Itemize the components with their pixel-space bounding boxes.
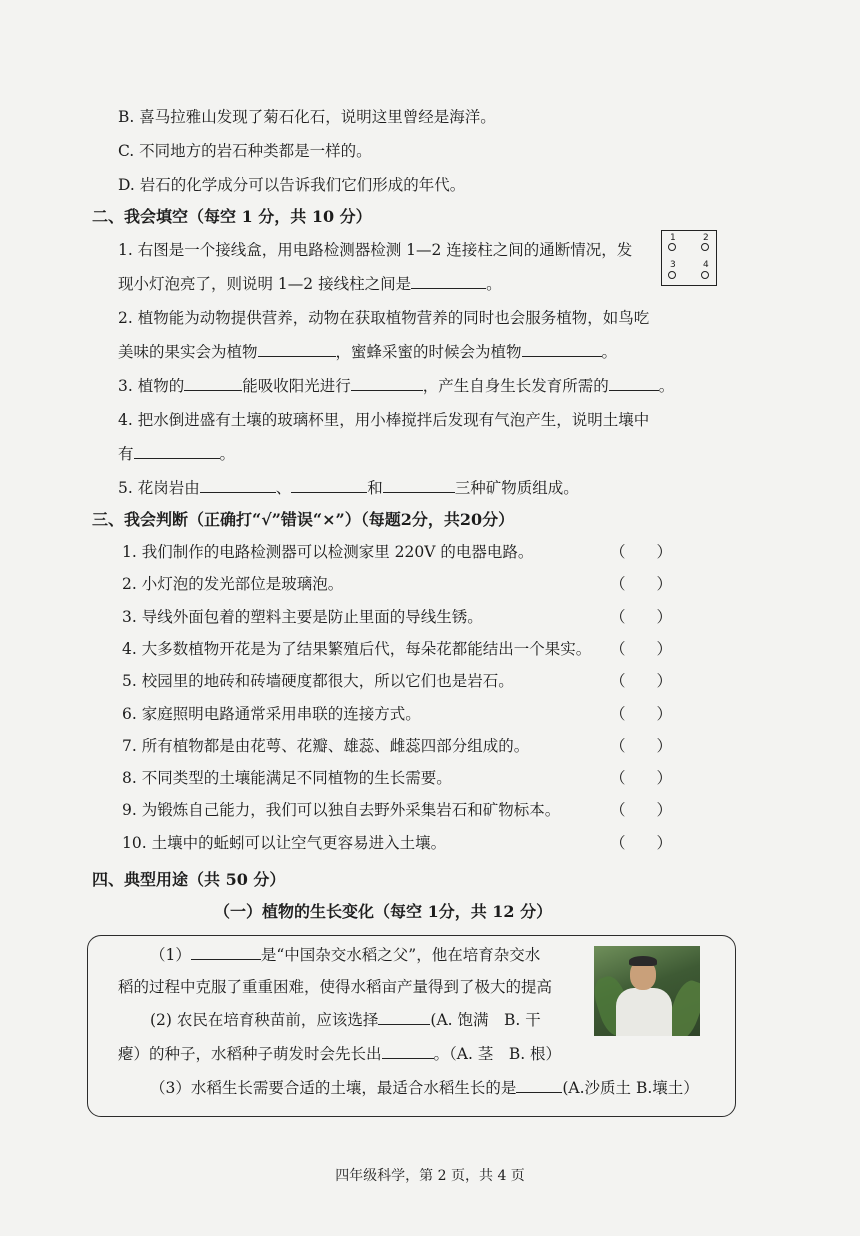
q1-end: 。 xyxy=(486,275,502,293)
q4-text: 有 xyxy=(118,445,134,463)
section4-title: 四、典型用途（共 50 分） xyxy=(92,870,286,889)
terminal-2-circle xyxy=(701,243,709,251)
q2-text2: ，蜜蜂采蜜的时候会为植物 xyxy=(335,343,522,361)
q2-line2 xyxy=(118,342,617,362)
section4-subtitle: （一）植物的生长变化（每空 1分，共 12 分） xyxy=(214,902,553,921)
p1-line2: 稻的过程中克服了重重困难，使得水稻亩产量得到了极大的提高 xyxy=(118,978,553,996)
q5-text1: 5. 花岗岩由 xyxy=(118,479,200,497)
p2-blank1[interactable] xyxy=(378,1010,430,1025)
portrait-photo xyxy=(594,946,700,1036)
judge-item-number: 8. xyxy=(122,769,137,788)
option-b: B. 喜马拉雅山发现了菊石化石，说明这里曾经是海洋。 xyxy=(118,108,496,126)
q1-line2 xyxy=(118,274,502,294)
p2-options: (A. 饱满 B. 干 xyxy=(430,1011,541,1029)
q3-blank3[interactable] xyxy=(609,376,659,391)
answer-parentheses[interactable]: （ ） xyxy=(610,575,673,594)
judge-item-text: 导线外面包着的塑料主要是防止里面的导线生锈。 xyxy=(141,607,483,626)
judge-item-number: 7. xyxy=(122,736,137,755)
judge-item xyxy=(122,542,533,562)
q3-text3: ，产生自身生长发育所需的 xyxy=(422,377,609,395)
judge-item-number: 9. xyxy=(122,801,137,820)
terminal-label-2: 2 xyxy=(703,233,709,243)
judge-item-number: 6. xyxy=(122,704,137,723)
q2-line1: 2. 植物能为动物提供营养，动物在获取植物营养的同时也会服务植物，如鸟吃 xyxy=(118,309,650,327)
p3-options: (A.沙质土 B.壤土） xyxy=(562,1079,699,1097)
judge-item xyxy=(122,607,483,627)
section3-title: 三、我会判断（正确打“√”错误“×”）（每题2分，共20分） xyxy=(92,510,515,529)
judge-item-number: 4. xyxy=(122,639,137,658)
p3-blank[interactable] xyxy=(516,1078,562,1093)
judge-item-number: 5. xyxy=(122,672,137,691)
judge-item-text: 所有植物都是由花萼、花瓣、雄蕊、雌蕊四部分组成的。 xyxy=(141,736,530,755)
judge-item-text: 不同类型的土壤能满足不同植物的生长需要。 xyxy=(141,769,452,788)
q5-blank2[interactable] xyxy=(291,478,367,493)
judge-item-text: 家庭照明电路通常采用串联的连接方式。 xyxy=(141,704,421,723)
judge-item-text: 为锻炼自己能力，我们可以独自去野外采集岩石和矿物标本。 xyxy=(141,801,561,820)
judge-item xyxy=(122,639,591,659)
judge-item-number: 3. xyxy=(122,607,137,626)
q1-line1: 1. 右图是一个接线盒，用电路检测器检测 1—2 连接柱之间的通断情况，发 xyxy=(118,241,633,259)
q1-blank[interactable] xyxy=(411,274,486,289)
q5-blank3[interactable] xyxy=(383,478,455,493)
p1-blank[interactable] xyxy=(191,945,261,960)
judge-item xyxy=(122,671,514,691)
page-footer: 四年级科学，第 2 页，共 4 页 xyxy=(335,1168,525,1184)
q2-blank1[interactable] xyxy=(258,342,336,357)
answer-parentheses[interactable]: （ ） xyxy=(610,736,673,755)
answer-parentheses[interactable]: （ ） xyxy=(610,769,673,788)
judge-item-text: 我们制作的电路检测器可以检测家里 220V 的电器电路。 xyxy=(141,543,534,561)
p2-line2 xyxy=(118,1044,561,1064)
q3-line xyxy=(118,376,674,396)
terminal-label-4: 4 xyxy=(703,260,709,270)
answer-parentheses[interactable]: （ ） xyxy=(610,543,673,561)
answer-parentheses[interactable]: （ ） xyxy=(610,607,673,626)
judge-item xyxy=(122,800,560,820)
q5-line xyxy=(118,478,579,498)
q4-end: 。 xyxy=(219,445,236,463)
q4-line2 xyxy=(118,444,235,464)
judge-item-number: 2. xyxy=(122,575,137,594)
terminal-3-circle xyxy=(668,271,676,279)
terminal-1-circle xyxy=(668,243,676,251)
terminal-4-circle xyxy=(701,271,709,279)
q2-end: 。 xyxy=(601,343,618,361)
q4-blank[interactable] xyxy=(134,444,220,459)
option-c: C. 不同地方的岩石种类都是一样的。 xyxy=(118,142,372,160)
p1-line1 xyxy=(150,945,540,965)
portrait-hair xyxy=(629,956,657,966)
q3-text1: 3. 植物的 xyxy=(118,377,185,395)
q5-blank1[interactable] xyxy=(200,478,276,493)
p2-text: (2) 农民在培育秧苗前，应该选择 xyxy=(150,1011,379,1029)
q3-blank2[interactable] xyxy=(351,376,423,391)
judge-item xyxy=(122,574,343,594)
judge-item xyxy=(122,704,421,724)
judge-item-number: 1. xyxy=(122,543,137,561)
answer-parentheses[interactable]: （ ） xyxy=(610,672,673,691)
judge-item-text: 校园里的地砖和砖墙硬度都很大，所以它们也是岩石。 xyxy=(141,672,514,691)
q2-text1: 美味的果实会为植物 xyxy=(118,343,258,361)
judge-item-number: 10. xyxy=(122,833,147,852)
q5-text3: 和 xyxy=(367,479,383,497)
q4-line1: 4. 把水倒进盛有土壤的玻璃杯里，用小棒搅拌后发现有气泡产生，说明土壤中 xyxy=(118,411,650,429)
p1-text: 是“中国杂交水稻之父”，他在培育杂交水 xyxy=(260,946,541,964)
wiring-box-figure xyxy=(661,230,717,286)
section2-title: 二、我会填空（每空 1 分，共 10 分） xyxy=(92,207,372,226)
q3-blank1[interactable] xyxy=(184,376,242,391)
q5-text2: 、 xyxy=(275,479,292,497)
answer-parentheses[interactable]: （ ） xyxy=(610,704,673,723)
judge-item xyxy=(122,833,446,853)
p2-blank2[interactable] xyxy=(382,1044,434,1059)
terminal-label-1: 1 xyxy=(670,233,676,243)
answer-parentheses[interactable]: （ ） xyxy=(610,639,673,658)
q1-text: 现小灯泡亮了，则说明 1—2 接线柱之间是 xyxy=(118,275,412,293)
p2-text2: 瘪）的种子，水稻种子萌发时会先长出 xyxy=(118,1045,382,1063)
p2-line1 xyxy=(150,1010,541,1030)
judge-item xyxy=(122,768,452,788)
q2-blank2[interactable] xyxy=(522,342,602,357)
judge-item-text: 大多数植物开花是为了结果繁殖后代，每朵花都能结出一个果实。 xyxy=(141,639,592,658)
q3-text2: 能吸收阳光进行 xyxy=(242,377,351,395)
terminal-label-3: 3 xyxy=(670,260,676,270)
p3-line xyxy=(150,1078,699,1098)
q5-text4: 三种矿物质组成。 xyxy=(454,479,579,497)
p1-prefix: （1） xyxy=(150,946,191,964)
judge-item-text: 小灯泡的发光部位是玻璃泡。 xyxy=(141,575,344,594)
q3-end: 。 xyxy=(658,377,675,395)
judge-item-text: 土壤中的蚯蚓可以让空气更容易进入土壤。 xyxy=(151,833,447,852)
answer-parentheses[interactable]: （ ） xyxy=(610,801,673,820)
portrait-shirt xyxy=(616,988,672,1036)
judge-item xyxy=(122,736,529,756)
p2-options2: 。（A. 茎 B. 根） xyxy=(433,1045,562,1063)
option-d: D. 岩石的化学成分可以告诉我们它们形成的年代。 xyxy=(118,176,466,194)
answer-parentheses[interactable]: （ ） xyxy=(610,833,673,852)
p3-text: （3）水稻生长需要合适的土壤，最适合水稻生长的是 xyxy=(150,1079,517,1097)
